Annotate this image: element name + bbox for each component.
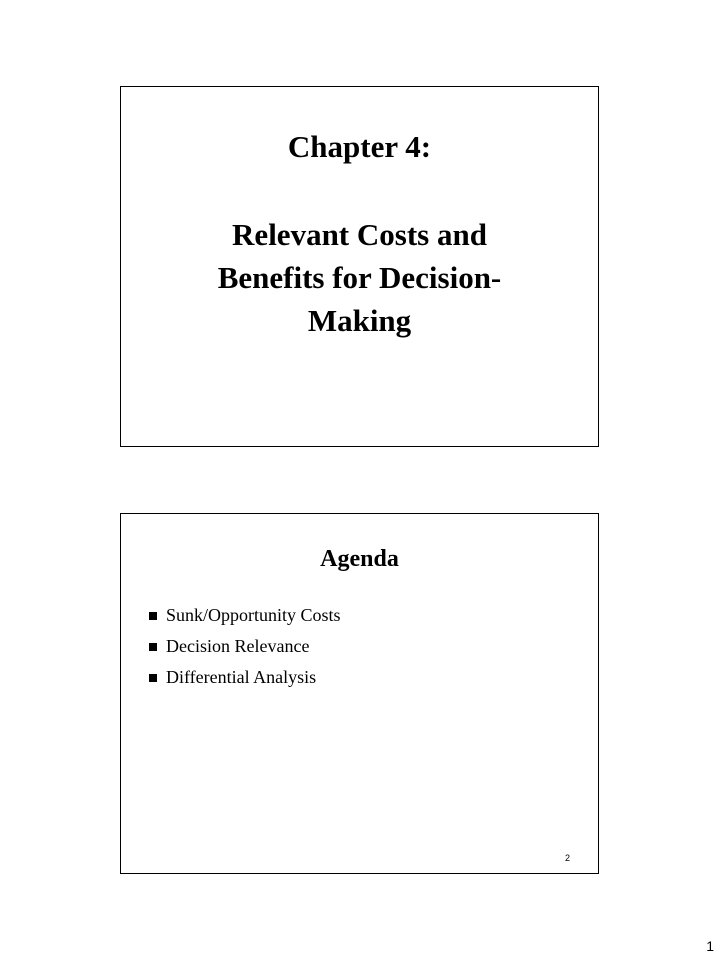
agenda-item-label: Decision Relevance (166, 636, 310, 656)
agenda-item-label: Differential Analysis (166, 667, 317, 687)
agenda-item-label: Sunk/Opportunity Costs (166, 605, 341, 625)
slide-1 (120, 86, 599, 447)
square-bullet-icon (149, 643, 157, 651)
slide-number: 2 (564, 853, 570, 863)
agenda-item (149, 662, 341, 693)
square-bullet-icon (149, 674, 157, 682)
slide-title (121, 213, 598, 342)
chapter-title: Chapter 4: (287, 129, 432, 164)
slide-title-line: Making (307, 303, 412, 338)
agenda-item (149, 600, 341, 631)
square-bullet-icon (149, 612, 157, 620)
agenda-list (149, 600, 341, 693)
slide-title-line: Benefits for Decision- (217, 260, 502, 295)
slide-title-line: Relevant Costs and (232, 217, 487, 252)
page-number: 1 (706, 938, 714, 954)
agenda-heading: Agenda (320, 546, 399, 572)
slide-2 (120, 513, 599, 874)
agenda-item (149, 631, 341, 662)
